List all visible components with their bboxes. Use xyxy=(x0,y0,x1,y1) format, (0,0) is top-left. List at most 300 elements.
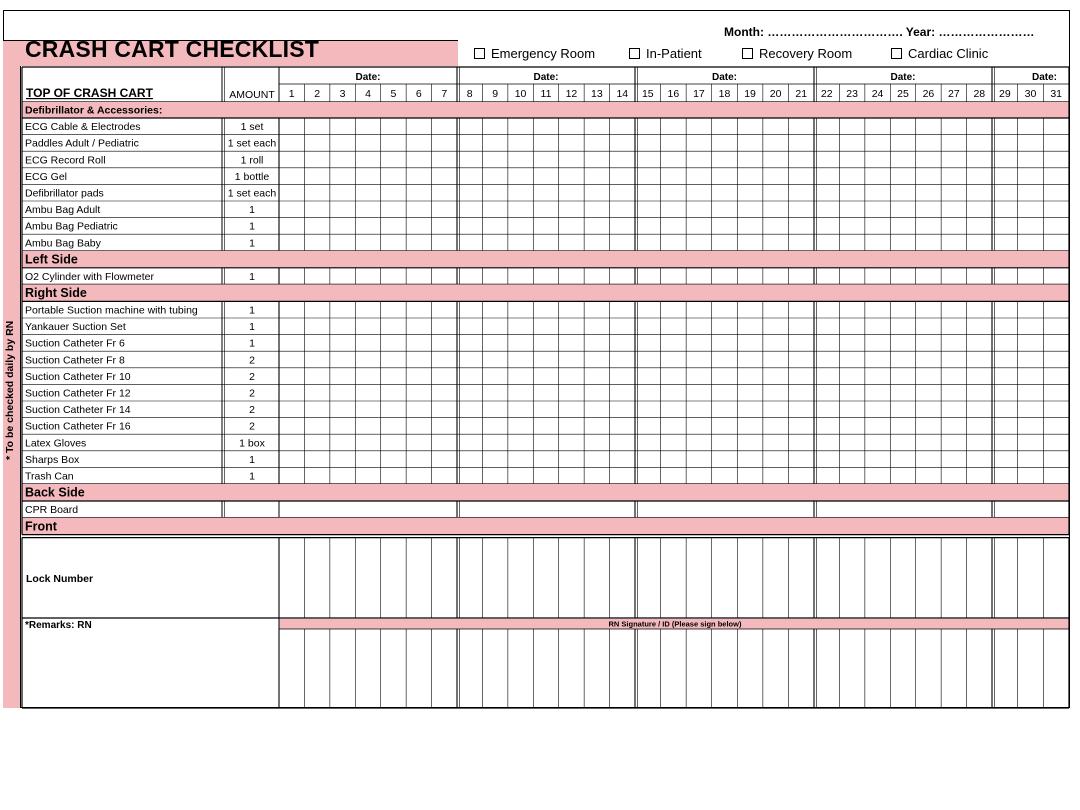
item-2-7-day-3[interactable] xyxy=(330,418,355,435)
item-2-5-day-30[interactable] xyxy=(1018,384,1044,401)
item-0-6-day-21[interactable] xyxy=(788,218,814,235)
item-2-10-day-22[interactable] xyxy=(814,467,839,484)
item-2-7-day-15[interactable] xyxy=(635,418,661,435)
item-2-3-day-28[interactable] xyxy=(967,351,992,368)
item-0-5-day-2[interactable] xyxy=(304,201,329,218)
item-0-7-day-13[interactable] xyxy=(584,234,609,251)
signature-day-11[interactable] xyxy=(533,629,558,708)
item-2-8-day-23[interactable] xyxy=(839,434,864,451)
item-0-7-day-10[interactable] xyxy=(508,234,533,251)
item-1-0-day-7[interactable] xyxy=(432,268,457,285)
item-2-9-day-19[interactable] xyxy=(737,451,763,468)
item-2-6-day-20[interactable] xyxy=(763,401,789,418)
item-2-8-day-21[interactable] xyxy=(788,434,814,451)
item-2-9-day-13[interactable] xyxy=(584,451,609,468)
item-2-7-day-28[interactable] xyxy=(967,418,992,435)
item-2-2-day-10[interactable] xyxy=(508,335,533,352)
signature-day-31[interactable] xyxy=(1043,629,1069,708)
lock-day-16[interactable] xyxy=(661,538,687,618)
item-0-7-day-26[interactable] xyxy=(916,234,941,251)
item-2-8-day-27[interactable] xyxy=(941,434,966,451)
signature-day-1[interactable] xyxy=(279,629,304,708)
item-0-0-day-7[interactable] xyxy=(432,118,457,135)
item-2-4-day-1[interactable] xyxy=(279,368,304,385)
item-2-5-day-8[interactable] xyxy=(457,384,482,401)
item-0-6-day-7[interactable] xyxy=(432,218,457,235)
item-2-2-day-27[interactable] xyxy=(941,335,966,352)
item-2-6-day-22[interactable] xyxy=(814,401,839,418)
item-0-1-day-26[interactable] xyxy=(916,135,941,152)
item-0-2-day-15[interactable] xyxy=(635,151,661,168)
item-2-10-day-4[interactable] xyxy=(355,467,380,484)
item-0-1-day-3[interactable] xyxy=(330,135,355,152)
item-2-7-day-10[interactable] xyxy=(508,418,533,435)
item-2-10-day-19[interactable] xyxy=(737,467,763,484)
item-0-5-day-6[interactable] xyxy=(406,201,431,218)
item-0-1-day-31[interactable] xyxy=(1043,135,1069,152)
item-0-5-day-7[interactable] xyxy=(432,201,457,218)
item-2-1-day-24[interactable] xyxy=(865,318,890,335)
item-2-2-day-17[interactable] xyxy=(686,335,712,352)
item-1-0-day-20[interactable] xyxy=(763,268,789,285)
item-0-4-day-21[interactable] xyxy=(788,184,814,201)
item-2-2-day-6[interactable] xyxy=(406,335,431,352)
item-0-7-day-9[interactable] xyxy=(482,234,507,251)
item-1-0-day-29[interactable] xyxy=(992,268,1018,285)
item-2-9-day-20[interactable] xyxy=(763,451,789,468)
item-0-3-day-14[interactable] xyxy=(610,168,635,185)
item-2-5-day-26[interactable] xyxy=(916,384,941,401)
item-2-0-day-4[interactable] xyxy=(355,301,380,318)
item-2-1-day-16[interactable] xyxy=(661,318,687,335)
item-0-0-day-9[interactable] xyxy=(482,118,507,135)
item-0-5-day-30[interactable] xyxy=(1018,201,1044,218)
item-2-10-day-9[interactable] xyxy=(482,467,507,484)
item-2-5-day-9[interactable] xyxy=(482,384,507,401)
item-1-0-day-8[interactable] xyxy=(457,268,482,285)
item-2-4-day-13[interactable] xyxy=(584,368,609,385)
item-2-6-day-27[interactable] xyxy=(941,401,966,418)
item-0-5-day-21[interactable] xyxy=(788,201,814,218)
item-0-7-day-27[interactable] xyxy=(941,234,966,251)
item-2-9-day-24[interactable] xyxy=(865,451,890,468)
item-0-2-day-17[interactable] xyxy=(686,151,712,168)
item-0-3-day-23[interactable] xyxy=(839,168,864,185)
item-1-0-day-4[interactable] xyxy=(355,268,380,285)
item-2-0-day-18[interactable] xyxy=(712,301,738,318)
item-0-7-day-24[interactable] xyxy=(865,234,890,251)
item-0-7-day-14[interactable] xyxy=(610,234,635,251)
item-2-2-day-4[interactable] xyxy=(355,335,380,352)
item-2-6-day-28[interactable] xyxy=(967,401,992,418)
item-2-6-day-18[interactable] xyxy=(712,401,738,418)
item-0-1-day-11[interactable] xyxy=(533,135,558,152)
item-2-9-day-31[interactable] xyxy=(1043,451,1069,468)
cpr-week-4[interactable] xyxy=(814,501,992,518)
item-2-5-day-25[interactable] xyxy=(890,384,915,401)
item-0-3-day-3[interactable] xyxy=(330,168,355,185)
item-0-1-day-27[interactable] xyxy=(941,135,966,152)
item-0-2-day-28[interactable] xyxy=(967,151,992,168)
item-0-2-day-16[interactable] xyxy=(661,151,687,168)
item-2-7-day-7[interactable] xyxy=(432,418,457,435)
item-2-4-day-27[interactable] xyxy=(941,368,966,385)
item-0-4-day-9[interactable] xyxy=(482,184,507,201)
item-2-2-day-30[interactable] xyxy=(1018,335,1044,352)
item-2-9-day-17[interactable] xyxy=(686,451,712,468)
item-2-3-day-13[interactable] xyxy=(584,351,609,368)
item-2-8-day-24[interactable] xyxy=(865,434,890,451)
item-2-3-day-17[interactable] xyxy=(686,351,712,368)
item-0-2-day-5[interactable] xyxy=(381,151,406,168)
item-2-6-day-1[interactable] xyxy=(279,401,304,418)
item-0-3-day-11[interactable] xyxy=(533,168,558,185)
lock-day-11[interactable] xyxy=(533,538,558,618)
lock-day-1[interactable] xyxy=(279,538,304,618)
item-2-8-day-7[interactable] xyxy=(432,434,457,451)
item-2-9-day-21[interactable] xyxy=(788,451,814,468)
item-2-8-day-8[interactable] xyxy=(457,434,482,451)
item-2-10-day-7[interactable] xyxy=(432,467,457,484)
item-0-3-day-16[interactable] xyxy=(661,168,687,185)
item-2-9-day-25[interactable] xyxy=(890,451,915,468)
item-2-1-day-2[interactable] xyxy=(304,318,329,335)
item-0-4-day-11[interactable] xyxy=(533,184,558,201)
item-0-6-day-18[interactable] xyxy=(712,218,738,235)
item-2-6-day-2[interactable] xyxy=(304,401,329,418)
item-2-3-day-22[interactable] xyxy=(814,351,839,368)
item-2-5-day-16[interactable] xyxy=(661,384,687,401)
cpr-week-2[interactable] xyxy=(457,501,635,518)
lock-day-24[interactable] xyxy=(865,538,890,618)
item-0-0-day-18[interactable] xyxy=(712,118,738,135)
item-2-4-day-22[interactable] xyxy=(814,368,839,385)
item-2-6-day-16[interactable] xyxy=(661,401,687,418)
item-1-0-day-28[interactable] xyxy=(967,268,992,285)
item-0-6-day-2[interactable] xyxy=(304,218,329,235)
item-2-9-day-11[interactable] xyxy=(533,451,558,468)
signature-day-18[interactable] xyxy=(712,629,738,708)
item-1-0-day-22[interactable] xyxy=(814,268,839,285)
item-2-7-day-5[interactable] xyxy=(381,418,406,435)
item-0-0-day-12[interactable] xyxy=(559,118,584,135)
item-0-7-day-22[interactable] xyxy=(814,234,839,251)
item-0-1-day-10[interactable] xyxy=(508,135,533,152)
item-2-6-day-29[interactable] xyxy=(992,401,1018,418)
item-0-2-day-7[interactable] xyxy=(432,151,457,168)
item-2-0-day-20[interactable] xyxy=(763,301,789,318)
item-0-2-day-10[interactable] xyxy=(508,151,533,168)
item-2-7-day-19[interactable] xyxy=(737,418,763,435)
item-0-5-day-24[interactable] xyxy=(865,201,890,218)
signature-day-19[interactable] xyxy=(737,629,763,708)
item-2-10-day-8[interactable] xyxy=(457,467,482,484)
item-0-0-day-23[interactable] xyxy=(839,118,864,135)
item-0-0-day-8[interactable] xyxy=(457,118,482,135)
item-2-8-day-20[interactable] xyxy=(763,434,789,451)
item-2-7-day-29[interactable] xyxy=(992,418,1018,435)
item-2-7-day-8[interactable] xyxy=(457,418,482,435)
item-2-1-day-11[interactable] xyxy=(533,318,558,335)
item-2-4-day-23[interactable] xyxy=(839,368,864,385)
item-2-7-day-17[interactable] xyxy=(686,418,712,435)
item-0-3-day-8[interactable] xyxy=(457,168,482,185)
item-0-7-day-1[interactable] xyxy=(279,234,304,251)
cpr-week-1[interactable] xyxy=(279,501,457,518)
item-2-4-day-26[interactable] xyxy=(916,368,941,385)
item-0-5-day-16[interactable] xyxy=(661,201,687,218)
item-2-5-day-28[interactable] xyxy=(967,384,992,401)
lock-day-30[interactable] xyxy=(1018,538,1044,618)
item-2-6-day-14[interactable] xyxy=(610,401,635,418)
item-2-2-day-14[interactable] xyxy=(610,335,635,352)
item-2-0-day-21[interactable] xyxy=(788,301,814,318)
item-2-7-day-13[interactable] xyxy=(584,418,609,435)
item-2-10-day-17[interactable] xyxy=(686,467,712,484)
item-0-4-day-25[interactable] xyxy=(890,184,915,201)
item-0-6-day-4[interactable] xyxy=(355,218,380,235)
item-2-10-day-15[interactable] xyxy=(635,467,661,484)
item-2-0-day-19[interactable] xyxy=(737,301,763,318)
item-0-6-day-14[interactable] xyxy=(610,218,635,235)
item-2-4-day-21[interactable] xyxy=(788,368,814,385)
item-0-4-day-19[interactable] xyxy=(737,184,763,201)
item-0-5-day-25[interactable] xyxy=(890,201,915,218)
item-2-0-day-28[interactable] xyxy=(967,301,992,318)
item-0-7-day-28[interactable] xyxy=(967,234,992,251)
item-2-7-day-16[interactable] xyxy=(661,418,687,435)
item-0-1-day-14[interactable] xyxy=(610,135,635,152)
item-0-2-day-30[interactable] xyxy=(1018,151,1044,168)
item-2-0-day-11[interactable] xyxy=(533,301,558,318)
item-0-0-day-17[interactable] xyxy=(686,118,712,135)
lock-day-23[interactable] xyxy=(839,538,864,618)
item-0-7-day-5[interactable] xyxy=(381,234,406,251)
item-0-3-day-2[interactable] xyxy=(304,168,329,185)
item-1-0-day-1[interactable] xyxy=(279,268,304,285)
signature-day-21[interactable] xyxy=(788,629,814,708)
signature-day-4[interactable] xyxy=(355,629,380,708)
lock-day-8[interactable] xyxy=(457,538,482,618)
item-0-6-day-11[interactable] xyxy=(533,218,558,235)
signature-day-7[interactable] xyxy=(432,629,457,708)
item-2-2-day-31[interactable] xyxy=(1043,335,1069,352)
item-2-9-day-1[interactable] xyxy=(279,451,304,468)
item-0-3-day-25[interactable] xyxy=(890,168,915,185)
item-2-8-day-15[interactable] xyxy=(635,434,661,451)
item-0-4-day-14[interactable] xyxy=(610,184,635,201)
item-2-7-day-18[interactable] xyxy=(712,418,738,435)
lock-day-31[interactable] xyxy=(1043,538,1069,618)
signature-day-5[interactable] xyxy=(381,629,406,708)
item-0-7-day-31[interactable] xyxy=(1043,234,1069,251)
item-0-5-day-1[interactable] xyxy=(279,201,304,218)
item-2-4-day-5[interactable] xyxy=(381,368,406,385)
item-0-0-day-30[interactable] xyxy=(1018,118,1044,135)
item-2-8-day-14[interactable] xyxy=(610,434,635,451)
item-0-3-day-9[interactable] xyxy=(482,168,507,185)
item-0-0-day-15[interactable] xyxy=(635,118,661,135)
item-2-4-day-30[interactable] xyxy=(1018,368,1044,385)
item-2-0-day-23[interactable] xyxy=(839,301,864,318)
item-0-1-day-28[interactable] xyxy=(967,135,992,152)
item-1-0-day-17[interactable] xyxy=(686,268,712,285)
item-2-8-day-19[interactable] xyxy=(737,434,763,451)
item-2-10-day-21[interactable] xyxy=(788,467,814,484)
item-0-0-day-2[interactable] xyxy=(304,118,329,135)
item-2-4-day-31[interactable] xyxy=(1043,368,1069,385)
item-2-2-day-7[interactable] xyxy=(432,335,457,352)
lock-day-2[interactable] xyxy=(304,538,329,618)
item-1-0-day-26[interactable] xyxy=(916,268,941,285)
item-2-1-day-5[interactable] xyxy=(381,318,406,335)
item-2-6-day-3[interactable] xyxy=(330,401,355,418)
item-2-1-day-29[interactable] xyxy=(992,318,1018,335)
item-0-6-day-30[interactable] xyxy=(1018,218,1044,235)
item-0-3-day-10[interactable] xyxy=(508,168,533,185)
item-1-0-day-18[interactable] xyxy=(712,268,738,285)
item-2-3-day-12[interactable] xyxy=(559,351,584,368)
item-1-0-day-3[interactable] xyxy=(330,268,355,285)
item-1-0-day-11[interactable] xyxy=(533,268,558,285)
item-0-5-day-3[interactable] xyxy=(330,201,355,218)
item-2-9-day-2[interactable] xyxy=(304,451,329,468)
item-2-3-day-25[interactable] xyxy=(890,351,915,368)
item-0-5-day-31[interactable] xyxy=(1043,201,1069,218)
item-2-1-day-23[interactable] xyxy=(839,318,864,335)
item-2-10-day-6[interactable] xyxy=(406,467,431,484)
item-2-7-day-6[interactable] xyxy=(406,418,431,435)
item-2-6-day-5[interactable] xyxy=(381,401,406,418)
item-2-5-day-13[interactable] xyxy=(584,384,609,401)
item-0-7-day-18[interactable] xyxy=(712,234,738,251)
item-2-5-day-19[interactable] xyxy=(737,384,763,401)
item-2-1-day-31[interactable] xyxy=(1043,318,1069,335)
item-2-2-day-9[interactable] xyxy=(482,335,507,352)
item-0-6-day-25[interactable] xyxy=(890,218,915,235)
item-0-4-day-7[interactable] xyxy=(432,184,457,201)
item-0-1-day-4[interactable] xyxy=(355,135,380,152)
item-0-6-day-22[interactable] xyxy=(814,218,839,235)
item-2-2-day-3[interactable] xyxy=(330,335,355,352)
item-2-10-day-30[interactable] xyxy=(1018,467,1044,484)
item-2-4-day-2[interactable] xyxy=(304,368,329,385)
item-2-1-day-28[interactable] xyxy=(967,318,992,335)
lock-day-9[interactable] xyxy=(482,538,507,618)
item-0-2-day-26[interactable] xyxy=(916,151,941,168)
item-1-0-day-15[interactable] xyxy=(635,268,661,285)
item-2-9-day-26[interactable] xyxy=(916,451,941,468)
item-0-0-day-27[interactable] xyxy=(941,118,966,135)
item-0-4-day-12[interactable] xyxy=(559,184,584,201)
item-2-0-day-3[interactable] xyxy=(330,301,355,318)
item-0-1-day-24[interactable] xyxy=(865,135,890,152)
item-2-7-day-26[interactable] xyxy=(916,418,941,435)
item-2-4-day-20[interactable] xyxy=(763,368,789,385)
item-0-2-day-14[interactable] xyxy=(610,151,635,168)
item-0-5-day-20[interactable] xyxy=(763,201,789,218)
item-2-9-day-29[interactable] xyxy=(992,451,1018,468)
item-2-8-day-16[interactable] xyxy=(661,434,687,451)
item-2-3-day-16[interactable] xyxy=(661,351,687,368)
item-2-3-day-18[interactable] xyxy=(712,351,738,368)
item-2-10-day-1[interactable] xyxy=(279,467,304,484)
item-2-0-day-7[interactable] xyxy=(432,301,457,318)
item-0-7-day-30[interactable] xyxy=(1018,234,1044,251)
item-0-5-day-11[interactable] xyxy=(533,201,558,218)
item-2-4-day-17[interactable] xyxy=(686,368,712,385)
item-0-3-day-4[interactable] xyxy=(355,168,380,185)
item-0-6-day-29[interactable] xyxy=(992,218,1018,235)
signature-day-14[interactable] xyxy=(610,629,635,708)
item-2-5-day-23[interactable] xyxy=(839,384,864,401)
item-2-1-day-9[interactable] xyxy=(482,318,507,335)
item-2-3-day-3[interactable] xyxy=(330,351,355,368)
item-2-1-day-3[interactable] xyxy=(330,318,355,335)
item-2-5-day-17[interactable] xyxy=(686,384,712,401)
item-2-6-day-24[interactable] xyxy=(865,401,890,418)
item-2-10-day-18[interactable] xyxy=(712,467,738,484)
item-0-1-day-7[interactable] xyxy=(432,135,457,152)
item-2-2-day-29[interactable] xyxy=(992,335,1018,352)
item-0-6-day-26[interactable] xyxy=(916,218,941,235)
item-0-1-day-8[interactable] xyxy=(457,135,482,152)
item-2-3-day-8[interactable] xyxy=(457,351,482,368)
item-0-6-day-23[interactable] xyxy=(839,218,864,235)
item-1-0-day-9[interactable] xyxy=(482,268,507,285)
item-2-2-day-13[interactable] xyxy=(584,335,609,352)
item-2-1-day-7[interactable] xyxy=(432,318,457,335)
lock-day-20[interactable] xyxy=(763,538,789,618)
item-2-6-day-13[interactable] xyxy=(584,401,609,418)
item-0-1-day-17[interactable] xyxy=(686,135,712,152)
item-0-3-day-17[interactable] xyxy=(686,168,712,185)
item-0-4-day-29[interactable] xyxy=(992,184,1018,201)
cpr-week-5[interactable] xyxy=(992,501,1069,518)
item-2-5-day-14[interactable] xyxy=(610,384,635,401)
item-0-3-day-28[interactable] xyxy=(967,168,992,185)
item-0-3-day-31[interactable] xyxy=(1043,168,1069,185)
signature-day-8[interactable] xyxy=(457,629,482,708)
item-2-9-day-7[interactable] xyxy=(432,451,457,468)
item-0-6-day-19[interactable] xyxy=(737,218,763,235)
item-2-2-day-5[interactable] xyxy=(381,335,406,352)
signature-day-12[interactable] xyxy=(559,629,584,708)
lock-day-19[interactable] xyxy=(737,538,763,618)
item-0-4-day-20[interactable] xyxy=(763,184,789,201)
item-0-1-day-9[interactable] xyxy=(482,135,507,152)
lock-day-28[interactable] xyxy=(967,538,992,618)
item-2-5-day-31[interactable] xyxy=(1043,384,1069,401)
item-2-4-day-11[interactable] xyxy=(533,368,558,385)
item-0-1-day-15[interactable] xyxy=(635,135,661,152)
item-0-2-day-18[interactable] xyxy=(712,151,738,168)
signature-day-29[interactable] xyxy=(992,629,1018,708)
item-2-5-day-4[interactable] xyxy=(355,384,380,401)
item-0-6-day-6[interactable] xyxy=(406,218,431,235)
item-2-1-day-18[interactable] xyxy=(712,318,738,335)
item-0-7-day-20[interactable] xyxy=(763,234,789,251)
item-2-4-day-12[interactable] xyxy=(559,368,584,385)
item-2-4-day-8[interactable] xyxy=(457,368,482,385)
item-1-0-day-21[interactable] xyxy=(788,268,814,285)
item-2-2-day-23[interactable] xyxy=(839,335,864,352)
item-0-4-day-6[interactable] xyxy=(406,184,431,201)
item-2-6-day-15[interactable] xyxy=(635,401,661,418)
signature-day-2[interactable] xyxy=(304,629,329,708)
item-2-8-day-25[interactable] xyxy=(890,434,915,451)
lock-day-14[interactable] xyxy=(610,538,635,618)
